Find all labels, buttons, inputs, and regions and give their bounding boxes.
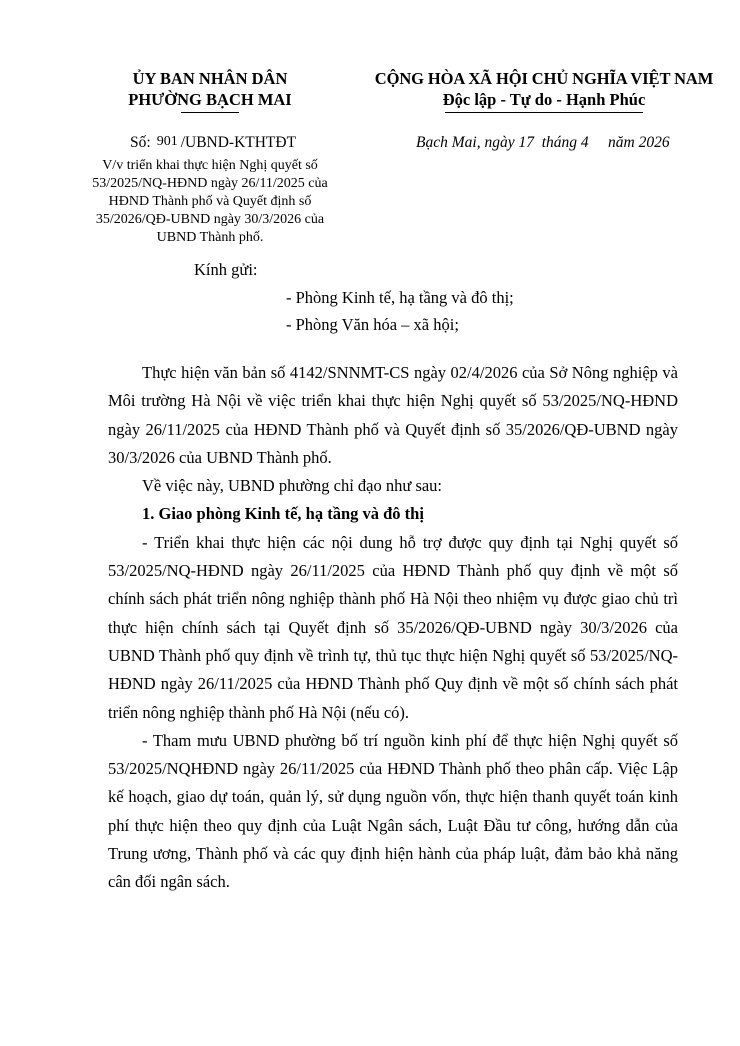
- date-year: năm 2026: [608, 134, 670, 151]
- date-day: 17: [518, 134, 534, 151]
- authority-line-2: PHƯỜNG BẠCH MAI: [128, 90, 292, 109]
- document-subject: [60, 157, 360, 247]
- doc-number-label: Số:: [130, 134, 151, 151]
- recipient-item: - Phòng Kinh tế, hạ tầng và đô thị;: [286, 288, 514, 307]
- body-paragraph: - Tham mưu UBND phường bố trí nguồn kinh phí để thực hiện Nghị quyết số 53/2025/NQHĐND ngày 26/11/2025 của HĐND Thành phố theo phân cấp. Việc Lập kế hoạch, giao dự toán, quản lý, sử dụng nguồn vốn, thực hiện thanh quyết toán kinh phí thực hiện theo quy định của Luật Ngân sách, Luật Đầu tư công, hướng dẫn của Trung ương, Thành phố và các quy định hiện hành của pháp luật, đảm bảo khả năng cân đối ngân sách.: [108, 730, 678, 892]
- national-title: [374, 68, 714, 113]
- body-paragraph: - Triển khai thực hiện các nội dung hỗ trợ được quy định tại Nghị quyết số 53/2025/NQ-HĐND ngày 26/11/2025 của HĐND Thành phố quy định về một số chính sách phát triển nông nghiệp thành phố Hà Nội theo nhiệm vụ được giao chủ trì thực hiện chính sách tại Quyết định số 35/2026/QĐ-UBND ngày 30/3/2026 của UBND Thành phố quy định về trình tự, thủ tục thực hiện Nghị quyết số 53/2025/NQ-HĐND ngày 26/11/2025 của HĐND Thành phố Quy định về một số chính sách phát triển nông nghiệp thành phố Hà Nội (nếu có).: [108, 532, 678, 722]
- nation-name: CỘNG HÒA XÃ HỘI CHỦ NGHĨA VIỆT NAM: [374, 69, 714, 88]
- issuing-authority: [80, 68, 340, 113]
- doc-number-suffix: /UBND-KTHTĐT: [180, 134, 297, 151]
- subject-line: V/v triển khai thực hiện Nghị quyết số: [102, 158, 318, 173]
- recipient-item: - Phòng Văn hóa – xã hội;: [286, 315, 459, 334]
- motto-underline: [445, 112, 643, 113]
- national-motto: Độc lập - Tự do - Hạnh Phúc: [442, 90, 646, 109]
- place-and-date: [416, 134, 670, 152]
- greeting: Kính gửi:: [194, 260, 258, 279]
- subject-line: 35/2026/QĐ-UBND ngày 30/3/2026 của: [95, 212, 325, 227]
- subject-line: UBND Thành phố.: [156, 230, 264, 245]
- subject-line: HĐND Thành phố và Quyết định số: [108, 194, 312, 209]
- authority-line-1: ỦY BAN NHÂN DÂN: [132, 69, 288, 88]
- body-paragraph: Về việc này, UBND phường chỉ đạo như sau:: [142, 476, 443, 496]
- document-body: [108, 359, 678, 897]
- document-number: [130, 134, 296, 152]
- place-date-prefix: Bạch Mai, ngày: [416, 134, 515, 151]
- doc-number-value: 901: [156, 134, 178, 149]
- date-month: 4: [580, 134, 589, 151]
- body-paragraph: Thực hiện văn bản số 4142/SNNMT-CS ngày 02/4/2026 của Sở Nông nghiệp và Môi trường Hà Nội về việc triển khai thực hiện Nghị quyết số 53/2025/NQ-HĐND ngày 26/11/2025 của HĐND Thành phố và Quyết định số 35/2026/QĐ-UBND ngày 30/3/2026 của UBND Thành phố.: [108, 363, 678, 467]
- subject-line: 53/2025/NQ-HĐND ngày 26/11/2025 của: [92, 176, 328, 191]
- date-month-label: tháng: [541, 134, 578, 151]
- authority-underline: [181, 112, 239, 113]
- section-heading: 1. Giao phòng Kinh tế, hạ tầng và đô thị: [142, 504, 424, 524]
